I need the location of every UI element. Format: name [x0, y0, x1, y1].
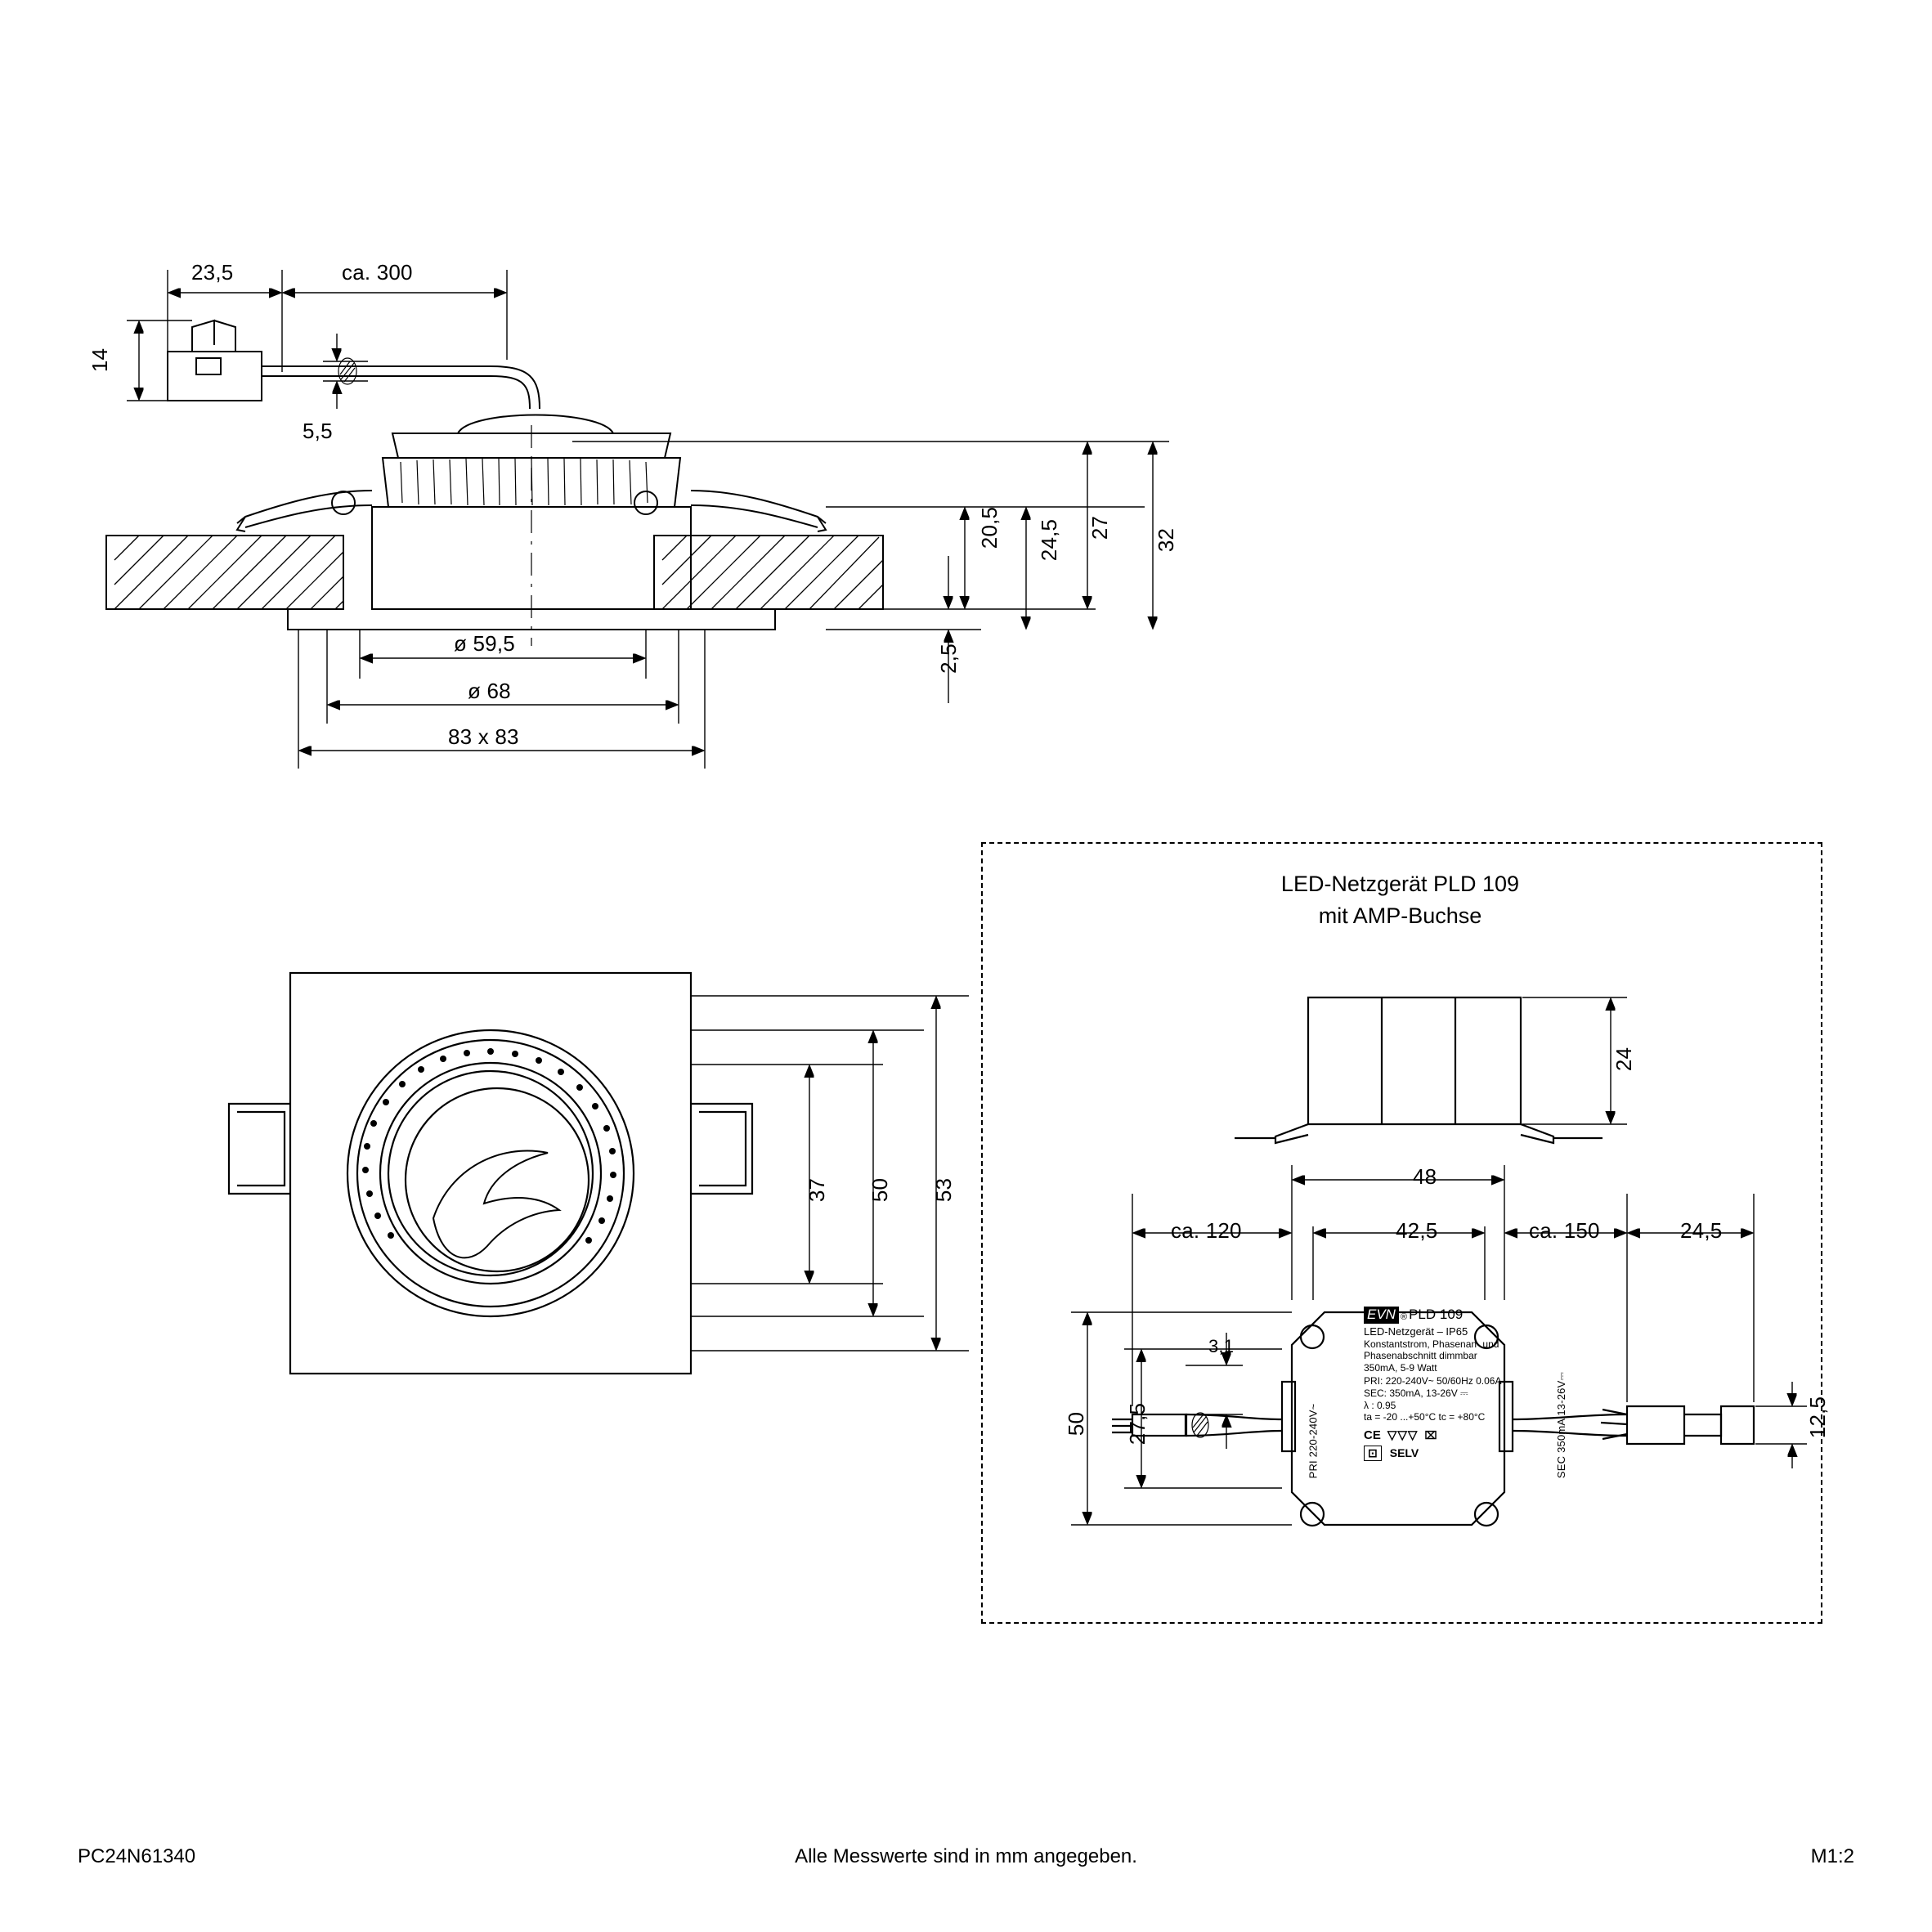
driver-title-line2: mit AMP-Buchse	[1318, 903, 1482, 929]
dim-depth-27: 27	[1087, 515, 1113, 540]
dim-lead-in: ca. 120	[1171, 1218, 1242, 1243]
dim-driver-42-5: 42,5	[1396, 1218, 1438, 1243]
dim-thickness-3-1: 3,1	[1208, 1336, 1235, 1356]
class2-icon: ⊡	[1364, 1446, 1382, 1461]
dim-cutout: ø 68	[468, 679, 511, 703]
driver-label-block	[1364, 1307, 1527, 1461]
dim-plug-12-5: 12,5	[1805, 1396, 1831, 1439]
dim-cable-dia: 5,5	[303, 419, 333, 443]
dim-driver-24: 24	[1611, 1047, 1637, 1072]
article-number: PC24N61340	[78, 1845, 196, 1867]
dim-depth-20-5: 20,5	[977, 506, 1002, 549]
terminal-pri-label: PRI 220-240V~	[1307, 1403, 1320, 1479]
recycle-icon: ⌧	[1424, 1429, 1437, 1442]
scale-label: M1:2	[1810, 1845, 1854, 1867]
driver-label-line4: 350mA, 5-9 Watt	[1364, 1361, 1437, 1374]
dim-outer: 83 x 83	[448, 724, 519, 749]
dim-lead-connector: 23,5	[191, 260, 234, 285]
dim-front-37: 37	[805, 1177, 830, 1203]
dim-lead-out: ca. 150	[1529, 1218, 1600, 1243]
brand-logo: EVN	[1364, 1307, 1399, 1324]
driver-label-line2: Konstantstrom, Phasenan- und	[1364, 1338, 1499, 1350]
brand-reg: ®	[1400, 1312, 1408, 1323]
dim-front-ring: 2,5	[935, 643, 961, 674]
dim-driver-48: 48	[1413, 1164, 1437, 1189]
driver-title-line1: LED-Netzgerät PLD 109	[1280, 872, 1520, 896]
units-note: Alle Messwerte sind in mm angegeben.	[795, 1845, 1137, 1867]
dim-aperture: ø 59,5	[454, 631, 515, 656]
driver-label-line7: λ : 0.95	[1364, 1399, 1396, 1411]
dim-plug-24-5: 24,5	[1680, 1218, 1723, 1243]
dim-body-50: 50	[1064, 1411, 1089, 1437]
dim-connector-height: 14	[87, 347, 113, 373]
driver-label-line8: ta = -20 ...+50°C tc = +80°C	[1364, 1411, 1486, 1423]
driver-model: PLD 109	[1409, 1307, 1464, 1322]
dim-cable-length: ca. 300	[342, 260, 413, 285]
driver-label-line3: Phasenabschnitt dimmbar	[1364, 1350, 1477, 1362]
section-view-graphics	[0, 0, 1932, 818]
driver-label-line5: PRI: 220-240V~ 50/60Hz 0.06A	[1364, 1375, 1502, 1387]
ce-mark-icon: CE	[1364, 1428, 1381, 1442]
driver-label-line1: LED-Netzgerät – IP65	[1364, 1325, 1468, 1338]
triangle-marks-icon: ▽▽▽	[1387, 1428, 1419, 1442]
dim-front-50: 50	[867, 1177, 893, 1203]
dim-depth-32: 32	[1154, 527, 1179, 553]
terminal-sec-label: SEC 350mA 13-26V⎓	[1555, 1371, 1568, 1479]
selv-mark: SELV	[1389, 1446, 1419, 1460]
driver-label-line6: SEC: 350mA, 13-26V ⎓	[1364, 1387, 1468, 1400]
dim-depth-24-5: 24,5	[1037, 518, 1062, 562]
dim-front-53: 53	[931, 1177, 957, 1203]
dim-body-27-5: 27,5	[1125, 1402, 1150, 1446]
